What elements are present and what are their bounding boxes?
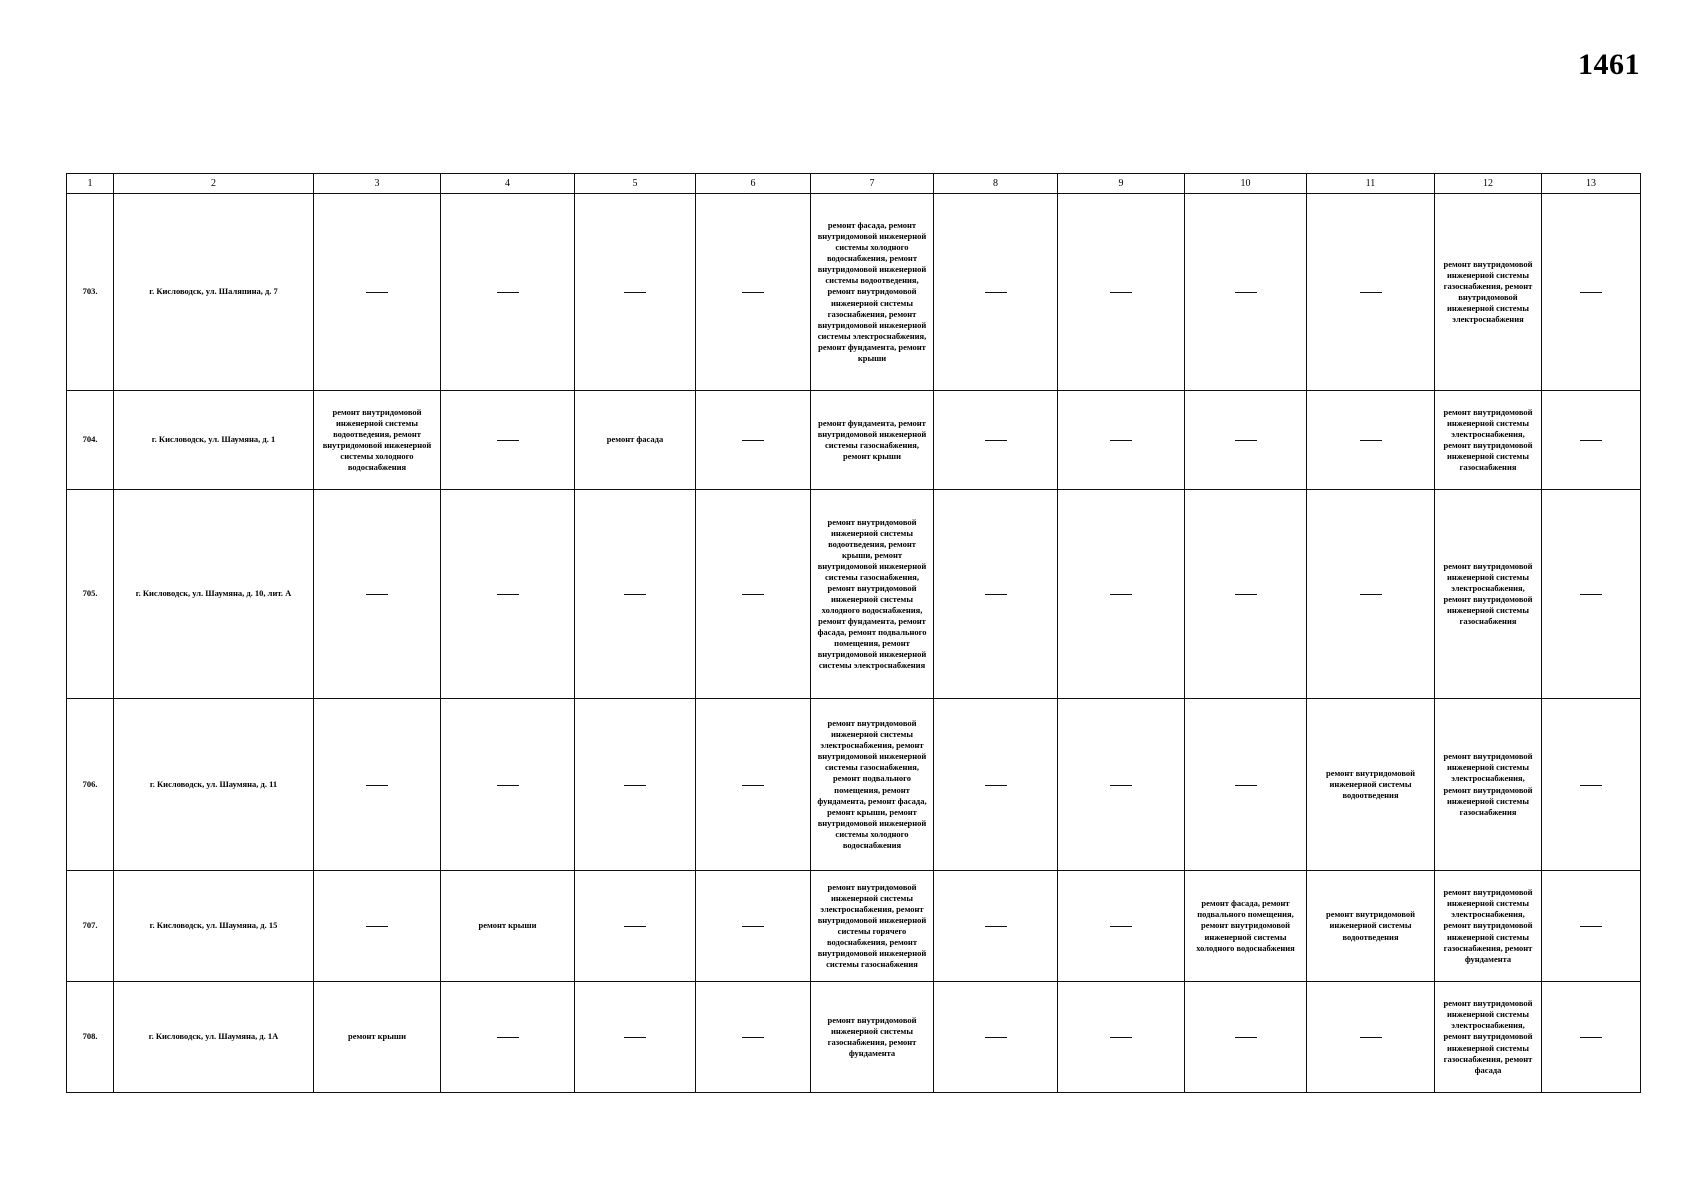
dash-mark <box>1110 292 1132 293</box>
empty-dash-cell <box>696 982 811 1093</box>
table-row <box>67 699 1641 871</box>
empty-dash-cell <box>934 391 1058 490</box>
repair-work-cell: ремонт внутридомовой инженерной системы электроснабжения, ремонт внутридомовой инженерной системы газоснабжения <box>1435 391 1542 490</box>
dash-mark <box>1235 440 1257 441</box>
empty-dash-cell <box>441 194 575 391</box>
dash-mark <box>624 926 646 927</box>
empty-dash-cell <box>1542 699 1641 871</box>
table-row <box>67 871 1641 982</box>
empty-dash-cell <box>1058 490 1185 699</box>
empty-dash-cell <box>696 699 811 871</box>
row-number: 705. <box>67 490 114 699</box>
dash-mark <box>624 1037 646 1038</box>
empty-dash-cell <box>314 194 441 391</box>
dash-mark <box>985 440 1007 441</box>
repair-work-cell: ремонт крыши <box>441 871 575 982</box>
empty-dash-cell <box>1542 490 1641 699</box>
table-body <box>67 194 1641 1093</box>
address-cell: г. Кисловодск, ул. Шаумяна, д. 1А <box>114 982 314 1093</box>
address-cell: г. Кисловодск, ул. Шаумяна, д. 1 <box>114 391 314 490</box>
address-cell: г. Кисловодск, ул. Шаляпина, д. 7 <box>114 194 314 391</box>
empty-dash-cell <box>1058 982 1185 1093</box>
repair-work-cell: ремонт внутридомовой инженерной системы электроснабжения, ремонт внутридомовой инженерной системы газоснабжения <box>1435 490 1542 699</box>
dash-mark <box>1110 440 1132 441</box>
dash-mark <box>497 1037 519 1038</box>
empty-dash-cell <box>1058 871 1185 982</box>
empty-dash-cell <box>575 982 696 1093</box>
repair-work-cell: ремонт внутридомовой инженерной системы водоотведения <box>1307 871 1435 982</box>
empty-dash-cell <box>1542 871 1641 982</box>
dash-mark <box>1235 785 1257 786</box>
table-row <box>67 391 1641 490</box>
repair-work-cell: ремонт внутридомовой инженерной системы электроснабжения, ремонт внутридомовой инженерной системы горячего водоснабжения, ремонт внутридомовой инженерной системы газоснабжения <box>811 871 934 982</box>
empty-dash-cell <box>575 871 696 982</box>
empty-dash-cell <box>1185 490 1307 699</box>
column-header: 3 <box>314 174 441 194</box>
column-header: 4 <box>441 174 575 194</box>
dash-mark <box>742 440 764 441</box>
repair-work-cell: ремонт внутридомовой инженерной системы водоотведения, ремонт крыши, ремонт внутридомовой инженерной системы газоснабжения, ремонт внутридомовой инженерной системы холодного водоснабжения, ремонт фундамента, ремонт фасада, ремонт подвального помещения, ремонт внутридомовой инженерной системы электроснабжения <box>811 490 934 699</box>
repair-work-cell: ремонт внутридомовой инженерной системы электроснабжения, ремонт внутридомовой инженерной системы газоснабжения, ремонт фундамента <box>1435 871 1542 982</box>
dash-mark <box>1360 440 1382 441</box>
empty-dash-cell <box>934 871 1058 982</box>
row-number: 707. <box>67 871 114 982</box>
dash-mark <box>985 785 1007 786</box>
table-row <box>67 982 1641 1093</box>
dash-mark <box>624 594 646 595</box>
column-header: 2 <box>114 174 314 194</box>
empty-dash-cell <box>441 699 575 871</box>
table-row <box>67 490 1641 699</box>
dash-mark <box>1580 440 1602 441</box>
empty-dash-cell <box>575 699 696 871</box>
empty-dash-cell <box>575 194 696 391</box>
dash-mark <box>742 785 764 786</box>
empty-dash-cell <box>441 391 575 490</box>
column-header: 10 <box>1185 174 1307 194</box>
row-number: 704. <box>67 391 114 490</box>
dash-mark <box>497 785 519 786</box>
empty-dash-cell <box>1542 391 1641 490</box>
dash-mark <box>1235 292 1257 293</box>
repair-work-cell: ремонт внутридомовой инженерной системы электроснабжения, ремонт внутридомовой инженерной системы газоснабжения, ремонт подвального помещения, ремонт фундамента, ремонт фасада, ремонт крыши, ремонт внутридомовой инженерной системы холодного водоснабжения <box>811 699 934 871</box>
dash-mark <box>1110 1037 1132 1038</box>
empty-dash-cell <box>1185 982 1307 1093</box>
dash-mark <box>742 926 764 927</box>
empty-dash-cell <box>575 490 696 699</box>
column-header: 11 <box>1307 174 1435 194</box>
row-number: 703. <box>67 194 114 391</box>
repair-work-cell: ремонт внутридомовой инженерной системы электроснабжения, ремонт внутридомовой инженерной системы газоснабжения, ремонт фасада <box>1435 982 1542 1093</box>
dash-mark <box>497 594 519 595</box>
empty-dash-cell <box>934 699 1058 871</box>
row-number: 708. <box>67 982 114 1093</box>
dash-mark <box>1360 292 1382 293</box>
repair-work-cell: ремонт фасада, ремонт подвального помещения, ремонт внутридомовой инженерной системы холодного водоснабжения <box>1185 871 1307 982</box>
dash-mark <box>742 594 764 595</box>
empty-dash-cell <box>934 194 1058 391</box>
dash-mark <box>366 785 388 786</box>
table-row <box>67 194 1641 391</box>
page-number: 1461 <box>1578 48 1640 81</box>
repair-work-cell: ремонт внутридомовой инженерной системы газоснабжения, ремонт фундамента <box>811 982 934 1093</box>
empty-dash-cell <box>934 982 1058 1093</box>
empty-dash-cell <box>314 699 441 871</box>
repair-work-cell: ремонт крыши <box>314 982 441 1093</box>
empty-dash-cell <box>1307 982 1435 1093</box>
dash-mark <box>366 594 388 595</box>
registry-sheet <box>66 173 1641 1093</box>
empty-dash-cell <box>1307 194 1435 391</box>
empty-dash-cell <box>1542 982 1641 1093</box>
empty-dash-cell <box>1307 490 1435 699</box>
address-cell: г. Кисловодск, ул. Шаумяна, д. 11 <box>114 699 314 871</box>
repair-work-cell: ремонт внутридомовой инженерной системы водоотведения, ремонт внутридомовой инженерной системы холодного водоснабжения <box>314 391 441 490</box>
dash-mark <box>985 594 1007 595</box>
empty-dash-cell <box>441 982 575 1093</box>
dash-mark <box>1580 594 1602 595</box>
repair-work-cell: ремонт фасада, ремонт внутридомовой инженерной системы холодного водоснабжения, ремонт внутридомовой инженерной системы водоотведения, ремонт внутридомовой инженерной системы газоснабжения, ремонт внутридомовой инженерной системы электроснабжения, ремонт фундамента, ремонт крыши <box>811 194 934 391</box>
column-header: 5 <box>575 174 696 194</box>
repair-work-cell: ремонт фундамента, ремонт внутридомовой инженерной системы газоснабжения, ремонт крыши <box>811 391 934 490</box>
dash-mark <box>1235 594 1257 595</box>
dash-mark <box>1580 292 1602 293</box>
column-header: 13 <box>1542 174 1641 194</box>
column-header: 7 <box>811 174 934 194</box>
repair-schedule-table <box>66 173 1641 1093</box>
dash-mark <box>1110 594 1132 595</box>
dash-mark <box>624 292 646 293</box>
dash-mark <box>985 1037 1007 1038</box>
row-number: 706. <box>67 699 114 871</box>
dash-mark <box>497 440 519 441</box>
empty-dash-cell <box>696 490 811 699</box>
column-header: 9 <box>1058 174 1185 194</box>
repair-work-cell: ремонт внутридомовой инженерной системы электроснабжения, ремонт внутридомовой инженерной системы газоснабжения <box>1435 699 1542 871</box>
empty-dash-cell <box>934 490 1058 699</box>
empty-dash-cell <box>1185 391 1307 490</box>
empty-dash-cell <box>441 490 575 699</box>
dash-mark <box>1360 594 1382 595</box>
empty-dash-cell <box>1185 194 1307 391</box>
empty-dash-cell <box>1058 391 1185 490</box>
column-header: 1 <box>67 174 114 194</box>
dash-mark <box>742 1037 764 1038</box>
column-header: 6 <box>696 174 811 194</box>
empty-dash-cell <box>314 871 441 982</box>
empty-dash-cell <box>696 391 811 490</box>
repair-work-cell: ремонт внутридомовой инженерной системы водоотведения <box>1307 699 1435 871</box>
empty-dash-cell <box>314 490 441 699</box>
dash-mark <box>1580 926 1602 927</box>
empty-dash-cell <box>1058 194 1185 391</box>
dash-mark <box>366 926 388 927</box>
dash-mark <box>497 292 519 293</box>
dash-mark <box>1360 1037 1382 1038</box>
dash-mark <box>1580 785 1602 786</box>
empty-dash-cell <box>696 194 811 391</box>
column-number-row <box>67 174 1641 194</box>
dash-mark <box>1110 926 1132 927</box>
column-header: 8 <box>934 174 1058 194</box>
empty-dash-cell <box>1058 699 1185 871</box>
empty-dash-cell <box>696 871 811 982</box>
repair-work-cell: ремонт фасада <box>575 391 696 490</box>
address-cell: г. Кисловодск, ул. Шаумяна, д. 15 <box>114 871 314 982</box>
empty-dash-cell <box>1542 194 1641 391</box>
dash-mark <box>1580 1037 1602 1038</box>
dash-mark <box>985 292 1007 293</box>
dash-mark <box>742 292 764 293</box>
dash-mark <box>1110 785 1132 786</box>
empty-dash-cell <box>1307 391 1435 490</box>
repair-work-cell: ремонт внутридомовой инженерной системы газоснабжения, ремонт внутридомовой инженерной системы электроснабжения <box>1435 194 1542 391</box>
column-header: 12 <box>1435 174 1542 194</box>
dash-mark <box>366 292 388 293</box>
address-cell: г. Кисловодск, ул. Шаумяна, д. 10, лит. А <box>114 490 314 699</box>
dash-mark <box>1235 1037 1257 1038</box>
dash-mark <box>624 785 646 786</box>
dash-mark <box>985 926 1007 927</box>
empty-dash-cell <box>1185 699 1307 871</box>
